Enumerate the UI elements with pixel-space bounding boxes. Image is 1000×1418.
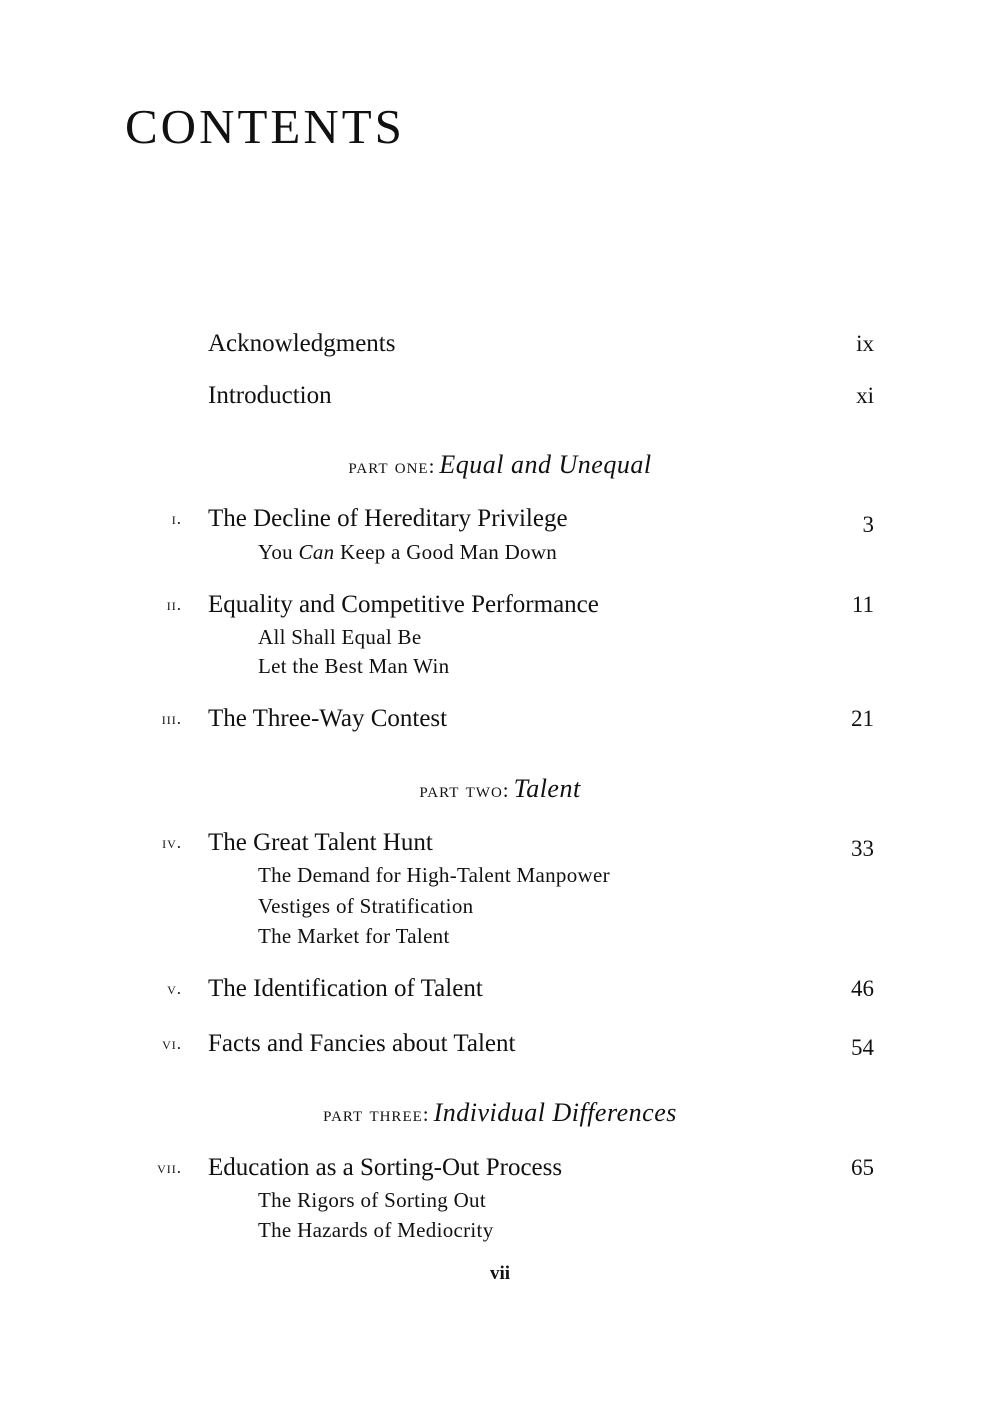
- part-title: Equal and Unequal: [439, 450, 652, 479]
- toc-page-number: 65: [851, 1155, 874, 1180]
- part-heading-two: [0, 774, 1000, 804]
- toc-page-number: 11: [851, 592, 874, 617]
- part-title: Individual Differences: [433, 1098, 677, 1127]
- chapter-number: ii.: [166, 595, 182, 614]
- toc-entry-label: Introduction: [208, 382, 332, 409]
- chapter-number: v.: [167, 979, 182, 998]
- toc-page-number: ix: [856, 331, 874, 356]
- page-folio: vii: [489, 1263, 511, 1284]
- chapter-subsection: All Shall Equal Be: [258, 625, 422, 649]
- chapter-number: i.: [171, 509, 182, 528]
- toc-page-number: 3: [862, 512, 874, 537]
- chapter-subsection: You Can Keep a Good Man Down: [258, 540, 558, 564]
- part-title: Talent: [513, 774, 581, 803]
- chapter-title: The Identification of Talent: [208, 975, 483, 1002]
- toc-page-number: 33: [851, 836, 874, 861]
- chapter-title: Facts and Fancies about Talent: [208, 1030, 516, 1057]
- chapter-subsection: The Demand for High-Talent Manpower: [258, 863, 610, 887]
- part-label: part one:: [348, 454, 436, 478]
- toc-page-number: 21: [851, 706, 874, 731]
- part-label: part two:: [419, 778, 510, 802]
- part-heading-one: [0, 450, 1000, 480]
- chapter-title: Education as a Sorting-Out Process: [208, 1154, 563, 1181]
- chapter-title: The Decline of Hereditary Privilege: [208, 505, 568, 532]
- chapter-number: iii.: [161, 709, 182, 728]
- toc-page-number: xi: [856, 383, 874, 408]
- toc-page-number: 46: [851, 976, 874, 1001]
- chapter-subsection: The Market for Talent: [258, 924, 450, 948]
- chapter-number: vi.: [162, 1034, 182, 1053]
- part-heading-three: [0, 1098, 1000, 1128]
- part-label: part three:: [323, 1102, 430, 1126]
- chapter-subsection: Vestiges of Stratification: [258, 894, 474, 918]
- chapter-subsection: The Rigors of Sorting Out: [258, 1188, 486, 1212]
- toc-page-number: 54: [851, 1035, 874, 1060]
- toc-entry-label: Acknowledgments: [208, 330, 396, 357]
- chapter-subsection: The Hazards of Mediocrity: [258, 1218, 494, 1242]
- chapter-number: vii.: [157, 1158, 182, 1177]
- chapter-title: Equality and Competitive Performance: [208, 591, 599, 618]
- chapter-title: The Three-Way Contest: [208, 705, 448, 732]
- chapter-title: The Great Talent Hunt: [208, 829, 433, 856]
- chapter-number: iv.: [162, 833, 182, 852]
- chapter-subsection: Let the Best Man Win: [258, 654, 450, 678]
- page-title: CONTENTS: [125, 99, 405, 154]
